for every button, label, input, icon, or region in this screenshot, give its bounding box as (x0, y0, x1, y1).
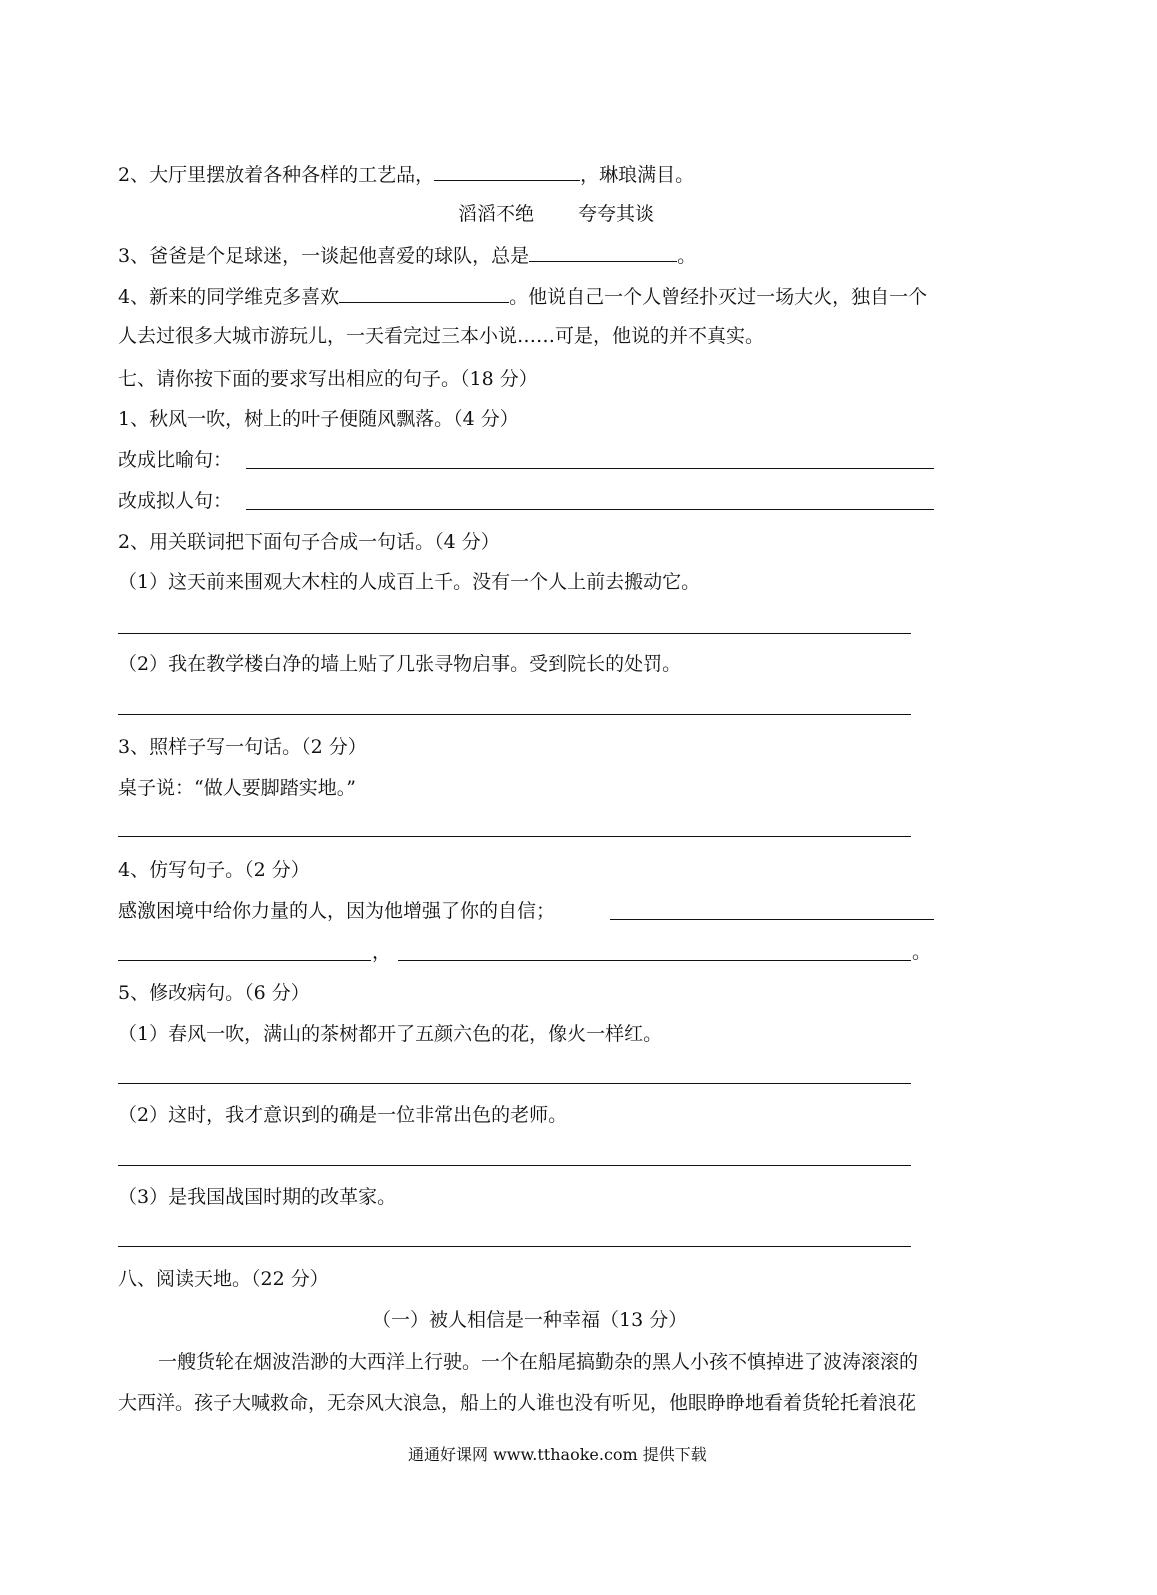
q4-before: 4、新来的同学维克多喜欢 (118, 286, 340, 308)
s7-q5-answer-line-3[interactable] (118, 1246, 911, 1247)
s7-q4-answer-line-3[interactable] (398, 960, 911, 961)
s7-q5-sentence-2: （2）这时，我才意识到的确是一位非常出色的老师。 (118, 1104, 568, 1126)
page-footer: 通通好课网 www.tthaoke.com 提供下载 (408, 1445, 707, 1464)
metaphor-answer-line[interactable] (246, 468, 934, 469)
s7-q3-title: 3、照样子写一句话。（2 分） (118, 736, 367, 758)
s7-q5-answer-line-2[interactable] (118, 1165, 911, 1166)
s7-q4-comma: ， (372, 941, 392, 963)
passage-line-1: 一艘货轮在烟波浩渺的大西洋上行驶。一个在船尾搞勤杂的黑人小孩不慎掉进了波涛滚滚的 (158, 1351, 919, 1373)
q3-answer-blank[interactable] (529, 241, 677, 262)
q3-fill-line (118, 241, 696, 270)
section7-heading: 七、请你按下面的要求写出相应的句子。（18 分） (118, 368, 538, 390)
personify-answer-line[interactable] (246, 509, 934, 510)
s7-q2-answer-line-2[interactable] (118, 714, 911, 715)
s7-q2-answer-line-1[interactable] (118, 633, 911, 634)
section8-heading: 八、阅读天地。（22 分） (118, 1268, 329, 1290)
q3-after: 。 (677, 245, 697, 267)
q4-fill-line (118, 282, 927, 311)
s7-q2-title: 2、用关联词把下面句子合成一句话。（4 分） (118, 531, 500, 553)
passage-title: （一）被人相信是一种幸福（13 分） (372, 1309, 688, 1331)
q2-after: ，琳琅满目。 (580, 164, 695, 186)
s7-q3-example: 桌子说：“做人要脚踏实地。” (118, 777, 356, 799)
s7-q2-sentence-1: （1）这天前来围观大木柱的人成百上千。没有一个人上前去搬动它。 (118, 571, 701, 593)
q4-answer-blank[interactable] (339, 282, 509, 303)
passage-line-2: 大西洋。孩子大喊救命，无奈风大浪急，船上的人谁也没有听见，他眼睁睁地看着货轮托着浪花 (118, 1392, 917, 1414)
s7-q3-answer-line[interactable] (118, 836, 911, 837)
word-bank-item-2: 夸夸其谈 (578, 203, 655, 225)
word-bank (458, 200, 654, 228)
s7-q4-answer-line-2[interactable] (118, 960, 371, 961)
q2-before: 2、大厅里摆放着各种各样的工艺品， (118, 164, 435, 186)
s7-q5-sentence-3: （3）是我国战国时期的改革家。 (118, 1186, 397, 1208)
q4-line2: 人去过很多大城市游玩儿，一天看完过三本小说……可是，他说的并不真实。 (118, 325, 765, 347)
q3-before: 3、爸爸是个足球迷，一谈起他喜爱的球队，总是 (118, 245, 530, 267)
personify-label: 改成拟人句： (118, 490, 233, 512)
word-bank-item-1: 滔滔不绝 (458, 203, 535, 225)
metaphor-label: 改成比喻句： (118, 449, 233, 471)
q4-after: 。他说自己一个人曾经扑灭过一场大火，独自一个 (509, 286, 928, 308)
s7-q2-sentence-2: （2）我在教学楼白净的墙上贴了几张寻物启事。受到院长的处罚。 (118, 653, 682, 675)
q2-answer-blank[interactable] (434, 160, 580, 181)
s7-q4-prompt: 感激困境中给你力量的人，因为他增强了你的自信； (118, 900, 556, 922)
s7-q4-period: 。 (912, 941, 932, 963)
s7-q5-title: 5、修改病句。（6 分） (118, 982, 310, 1004)
s7-q5-sentence-1: （1）春风一吹，满山的茶树都开了五颜六色的花，像火一样红。 (118, 1023, 663, 1045)
s7-q5-answer-line-1[interactable] (118, 1083, 911, 1084)
s7-q4-title: 4、仿写句子。（2 分） (118, 859, 310, 881)
s7-q4-answer-line-1[interactable] (610, 919, 934, 920)
q2-fill-line (118, 160, 694, 189)
s7-q1-title: 1、秋风一吹，树上的叶子便随风飘落。（4 分） (118, 408, 519, 430)
